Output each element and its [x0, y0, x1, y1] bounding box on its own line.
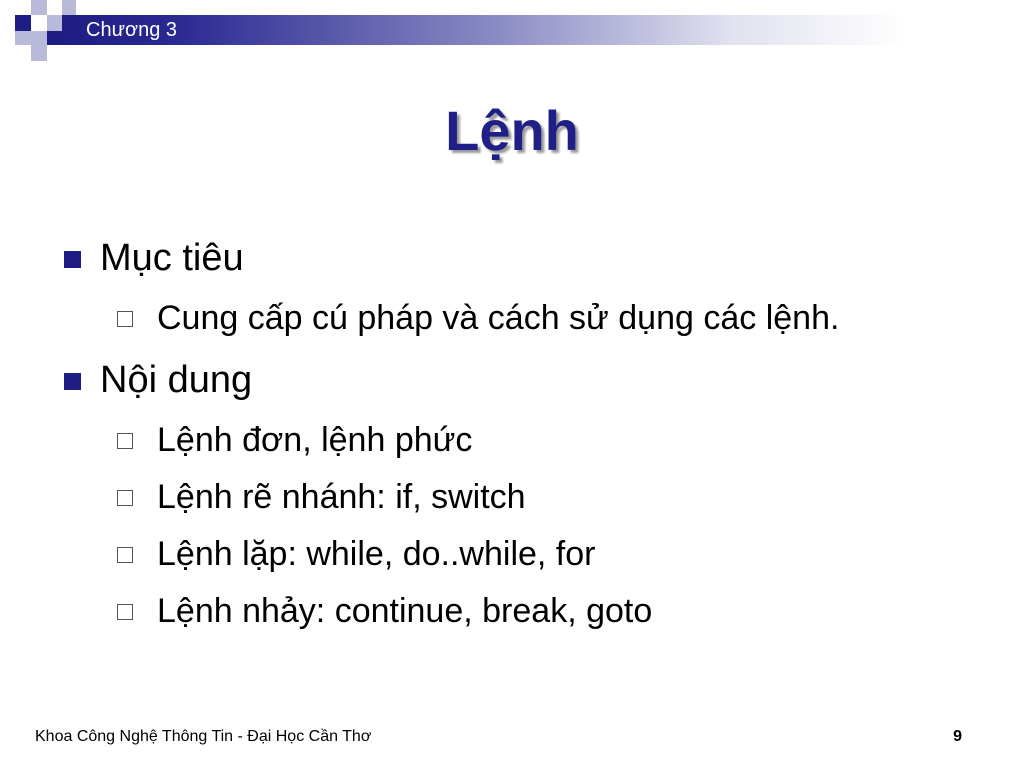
sub-bullet-item: [157, 477, 526, 517]
hollow-square-bullet-icon: [117, 547, 133, 563]
hollow-square-bullet-icon: [117, 490, 133, 506]
sub-bullet-text: Lệnh rẽ nhánh: if, switch: [157, 478, 526, 516]
sub-bullet-item: [157, 298, 839, 338]
decor-square: [31, 0, 47, 15]
hollow-square-bullet-icon: [117, 433, 133, 449]
hollow-square-bullet-icon: [117, 604, 133, 620]
sub-bullet-item: [157, 591, 652, 631]
square-bullet-icon: [64, 251, 81, 268]
hollow-square-bullet-icon: [117, 311, 133, 327]
sub-bullet-text: Lệnh đơn, lệnh phức: [157, 421, 473, 459]
decor-square: [31, 31, 47, 45]
decor-square: [47, 31, 62, 45]
slide-title: Lệnh: [445, 99, 579, 162]
square-bullet-icon: [64, 373, 81, 390]
bullet-text: Mục tiêu: [100, 237, 244, 279]
bullet-item-noi-dung: [100, 358, 252, 402]
sub-bullet-text: Cung cấp cú pháp và cách sử dụng các lệnh.: [157, 299, 840, 337]
sub-bullet-text: Lệnh lặp: while, do..while, for: [157, 535, 596, 573]
header-bar: [62, 15, 1024, 45]
sub-bullet-text: Lệnh nhảy: continue, break, goto: [157, 592, 653, 630]
decor-square: [47, 15, 62, 31]
bullet-text: Nội dung: [100, 359, 253, 401]
bullet-item-muc-tieu: [100, 236, 244, 280]
decor-square: [31, 45, 47, 61]
chapter-label: Chương 3: [86, 19, 177, 41]
sub-bullet-item: [157, 420, 472, 460]
footer-text: Khoa Công Nghệ Thông Tin - Đại Học Cần Thơ: [35, 728, 372, 745]
decor-square: [62, 0, 76, 15]
decor-square: [15, 15, 31, 31]
decor-square: [15, 31, 31, 45]
page-number: 9: [953, 728, 962, 745]
sub-bullet-item: [157, 534, 595, 574]
